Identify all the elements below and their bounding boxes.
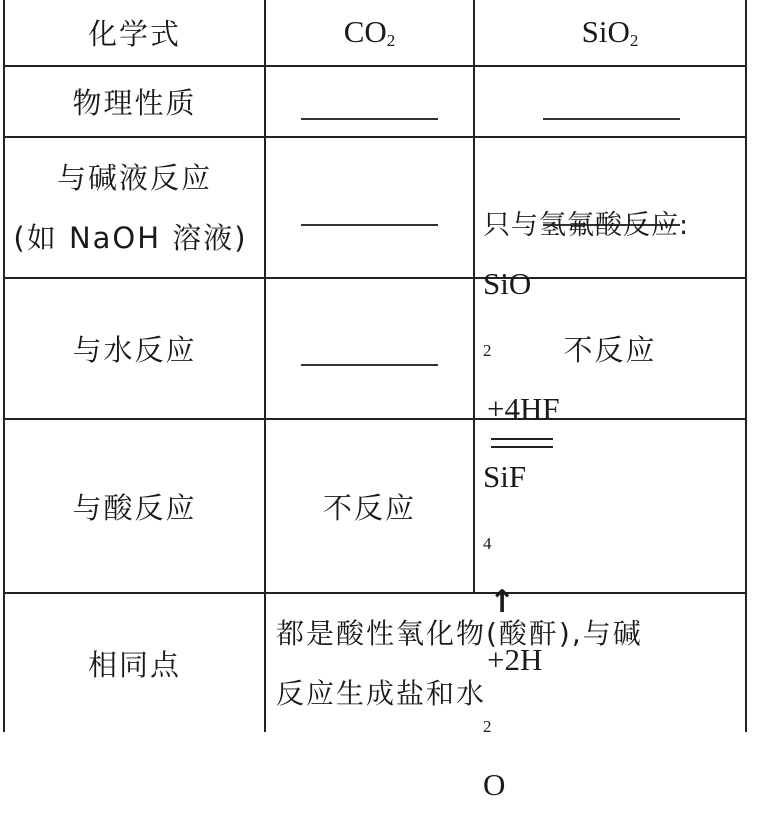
base-label-line1: 与碱液反应: [56, 160, 212, 195]
base-label-line2: (如 NaOH 溶液): [13, 220, 248, 255]
acid-co2-value: [266, 420, 473, 592]
blank-base-co2: [301, 224, 438, 226]
header-sio2: [475, 0, 745, 65]
row-label-water: [5, 279, 264, 418]
header-label-formula: [5, 0, 264, 65]
eq2-sif: SiF: [483, 458, 527, 494]
eq1-sio: SiO: [483, 265, 532, 301]
acid-co2-text: 不反应: [322, 490, 416, 525]
acid-sio2-line1: 只与氢氟酸反应:: [483, 209, 690, 241]
eq2-h-sub: 2: [483, 716, 492, 736]
header-label-text: 化学式: [87, 17, 181, 51]
common-line1: 都是酸性氧化物(酸酐),与碱: [276, 617, 643, 650]
blank-water-co2: [301, 364, 438, 366]
row-label-common: [5, 594, 264, 732]
column-divider-1: [264, 0, 266, 732]
acid-sio2-equation-line1: [483, 255, 743, 448]
gas-arrow-icon: ↑: [489, 583, 515, 620]
water-label-text: 与水反应: [72, 333, 197, 367]
common-line2: 反应生成盐和水: [276, 677, 487, 710]
physical-label-text: 物理性质: [72, 86, 197, 120]
common-value: [276, 604, 744, 724]
header-co2: [266, 0, 473, 65]
row-label-base: [5, 138, 264, 277]
sio2-base: SiO: [581, 14, 630, 49]
eq2-o: O: [483, 766, 506, 802]
row-label-acid: [5, 420, 264, 592]
eq2-sif-sub: 4: [483, 533, 492, 553]
row-label-physical: [5, 67, 264, 136]
co2-base: CO: [343, 14, 387, 49]
co2-sub: 2: [386, 31, 396, 50]
common-label-text: 相同点: [87, 647, 181, 682]
blank-physical-co2: [301, 118, 438, 120]
equals-sign-icon: [491, 438, 553, 448]
water-sio2-text: 不反应: [563, 333, 657, 367]
acid-label-text: 与酸反应: [72, 490, 197, 525]
sio2-formula: [582, 14, 639, 51]
eq2-h: +2H: [487, 641, 543, 677]
co2-formula: [344, 14, 396, 51]
eq1-sio-sub: 2: [483, 340, 492, 360]
eq1-hf: +4HF: [487, 390, 560, 426]
blank-physical-sio2: [543, 118, 680, 120]
table-border-right: [745, 0, 747, 732]
sio2-sub: 2: [629, 31, 639, 50]
